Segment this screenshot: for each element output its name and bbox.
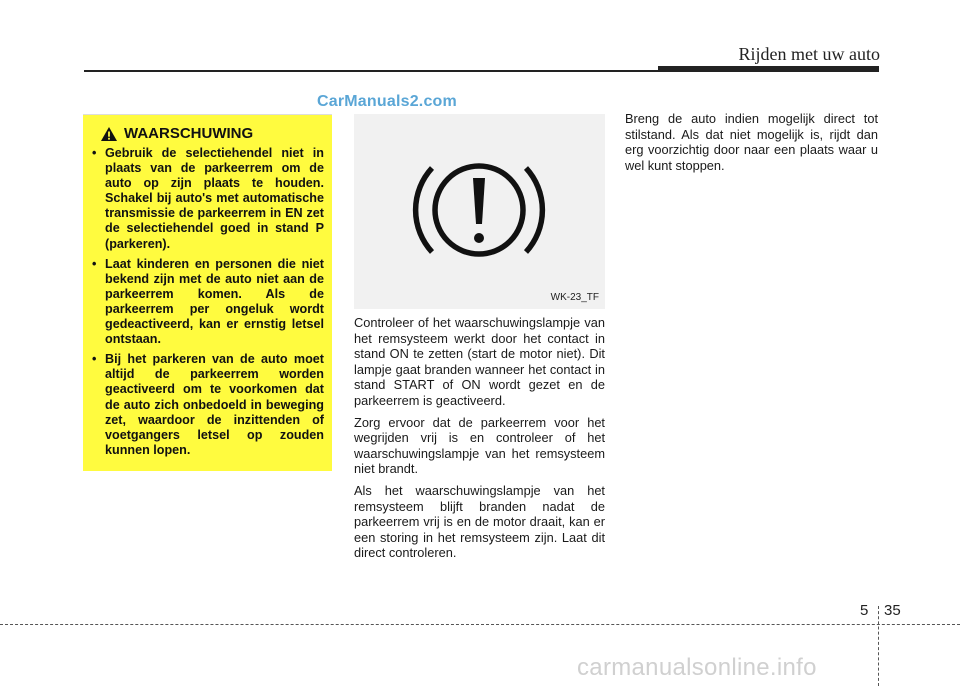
site-watermark: carmanualsonline.info	[577, 654, 817, 681]
warning-item: • Bij het parkeren van de auto moet altijd de parkeerrem worden geactiveerd om te voorkomen dat de auto zich onbedoeld in beweging zet, waardoor de inzittenden of voetgangers letsel op zouden kunnen lopen.	[92, 352, 324, 458]
paragraph: Controleer of het waarschuwingslampje van het remsysteem werkt door het contact in stand ON te zetten (start de motor niet). Dit lampje gaat branden wanneer het contact in stand START of ON wordt gezet en de parkeerrem is geactiveerd.	[354, 315, 605, 408]
footer-vertical-divider	[878, 606, 879, 686]
chapter-number: 5	[860, 602, 869, 619]
warning-header	[100, 125, 324, 142]
paragraph: Zorg ervoor dat de parkeerrem voor het wegrijden vrij is en controleer of het waarschuwingslampje van het remsysteem niet brandt.	[354, 414, 605, 477]
footer-divider	[0, 624, 960, 625]
warning-item: • Gebruik de selectiehendel niet in plaats van de parkeerrem om de auto op zijn plaats te houden. Schakel bij auto's met automatische transmissie de parkeerrem in EN zet de selectiehendel goed in stand P (parkeren).	[92, 146, 324, 252]
figure-caption: WK-23_TF	[550, 292, 599, 303]
page-header-title: Rijden met uw auto	[738, 44, 880, 64]
carmanuals-watermark: CarManuals2.com	[317, 93, 457, 110]
paragraph: Breng de auto indien mogelijk direct tot stilstand. Als dat niet mogelijk is, rijdt dan erg voorzichtig door naar een plaats waar u wel kunt stoppen.	[625, 111, 878, 173]
page-number: 35	[884, 602, 901, 619]
warning-box	[83, 114, 332, 471]
brake-warning-figure	[354, 114, 605, 309]
header-rule-accent	[658, 66, 879, 71]
warning-title: WAARSCHUWING	[124, 125, 254, 142]
brake-warning-icon	[354, 114, 605, 309]
paragraph: Als het waarschuwingslampje van het remsysteem blijft branden nadat de parkeerrem vrij is en de motor draait, kan er een storing in het remsysteem zijn. Laat dit direct controleren.	[354, 482, 605, 561]
warning-triangle-icon	[100, 126, 118, 142]
warning-list	[92, 146, 324, 458]
body-column-2	[354, 315, 605, 567]
body-column-3	[625, 111, 878, 179]
warning-item: • Laat kinderen en personen die niet bekend zijn met de auto niet aan de parkeerrem komen. Als de parkeerrem per ongeluk wordt gedeactiveerd, kan er ernstig letsel ontstaan.	[92, 257, 324, 348]
